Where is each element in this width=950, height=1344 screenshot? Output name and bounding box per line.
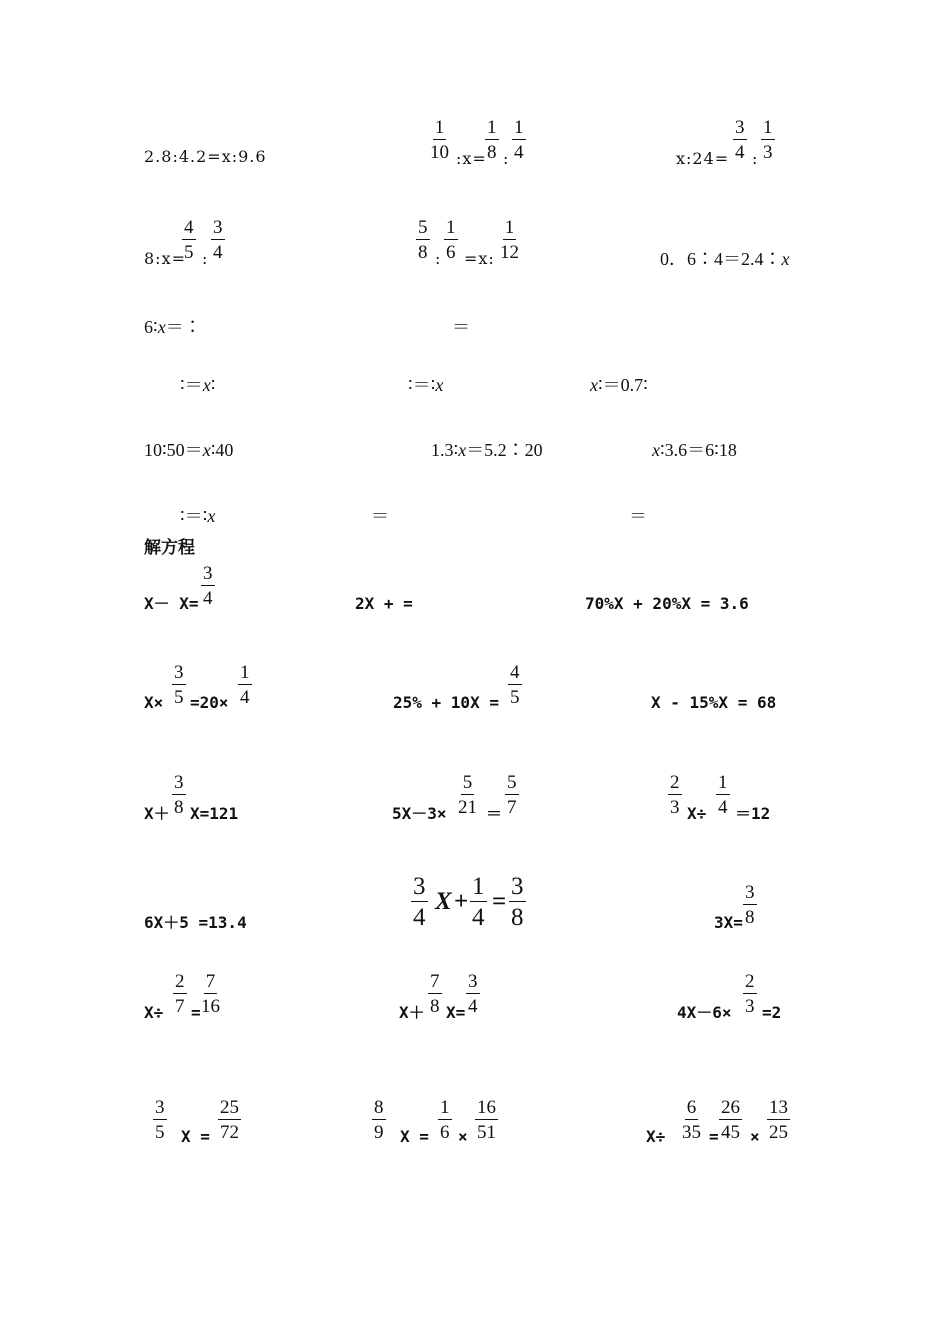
variable: x — [458, 440, 467, 460]
fraction — [238, 663, 252, 707]
denominator: 6 — [440, 1122, 450, 1143]
fraction — [767, 1098, 790, 1142]
denominator: 8 — [487, 142, 497, 163]
fraction — [743, 883, 757, 927]
equation-text: = — [709, 1127, 719, 1146]
numerator: 1 — [487, 117, 497, 138]
proportion-text: 0．6∶4＝2.4∶ — [660, 249, 782, 269]
denominator: 4 — [472, 904, 485, 931]
proportion-text: ＝ — [452, 317, 470, 337]
fraction — [444, 218, 458, 262]
numerator: 1 — [434, 117, 445, 138]
numerator: 3 — [213, 217, 223, 238]
fraction — [733, 118, 747, 162]
numerator: 3 — [745, 882, 755, 903]
proportion-text: ＝∶ — [165, 317, 202, 337]
section-title: 解方程 — [144, 538, 195, 558]
variable: x — [157, 317, 166, 337]
numerator: 1 — [514, 117, 524, 138]
denominator: 4 — [213, 242, 223, 263]
denominator: 8 — [418, 242, 428, 263]
denominator: 5 — [510, 687, 520, 708]
variable: X — [435, 888, 452, 915]
numerator: 3 — [155, 1097, 165, 1118]
proportion-text: ∶＝ — [180, 375, 203, 395]
proportion-text: x:24= — [676, 149, 730, 168]
equation-text: X－ X= — [144, 594, 199, 613]
equation-text: =20× — [190, 693, 229, 712]
denominator: 10 — [430, 142, 449, 163]
denominator: 4 — [718, 797, 728, 818]
fraction — [430, 118, 449, 162]
fraction — [682, 1098, 701, 1142]
fraction — [211, 218, 225, 262]
denominator: 45 — [721, 1122, 740, 1143]
equation-text: × — [458, 1127, 468, 1146]
equation-text: X× — [144, 693, 164, 712]
numerator: 1 — [472, 873, 485, 900]
proportion-10 — [408, 376, 443, 394]
denominator: 51 — [477, 1122, 496, 1143]
denominator: 7 — [507, 797, 517, 818]
numerator: 4 — [510, 662, 520, 683]
variable: x — [652, 440, 660, 460]
fraction — [438, 1098, 452, 1142]
numerator: 6 — [686, 1097, 697, 1118]
equation-text: X÷ — [646, 1127, 666, 1146]
denominator: 8 — [745, 907, 755, 928]
variable: x — [202, 375, 211, 395]
fraction — [716, 773, 730, 817]
numerator: 1 — [440, 1097, 450, 1118]
numerator: 13 — [769, 1097, 788, 1118]
variable: x — [435, 375, 444, 395]
denominator: 5 — [174, 687, 184, 708]
proportion-text: ∶40 — [210, 440, 234, 460]
fraction — [172, 663, 186, 707]
equation-text: = — [191, 1003, 201, 1022]
numerator: 25 — [220, 1097, 239, 1118]
fraction — [485, 118, 499, 162]
numerator: 3 — [468, 971, 478, 992]
denominator: 3 — [670, 797, 680, 818]
denominator: 4 — [468, 996, 478, 1017]
numerator: 8 — [374, 1097, 384, 1118]
numerator: 5 — [418, 217, 428, 238]
denominator: 25 — [769, 1122, 788, 1143]
equation-text: X= — [446, 1003, 466, 1022]
numerator: 1 — [504, 217, 515, 238]
proportion-text: 6∶ — [144, 317, 158, 337]
proportion-text: : — [503, 149, 510, 168]
fraction — [172, 773, 186, 817]
denominator: 8 — [511, 904, 524, 931]
denominator: 5 — [155, 1122, 165, 1143]
denominator: 4 — [514, 142, 524, 163]
equation-text: ＝ — [486, 804, 503, 823]
proportion-7 — [144, 318, 202, 336]
denominator: 6 — [446, 242, 456, 263]
numerator: 2 — [175, 971, 185, 992]
denominator: 72 — [220, 1122, 239, 1143]
fraction — [509, 874, 526, 930]
equation-text: ＝12 — [735, 804, 771, 823]
numerator: 3 — [174, 662, 184, 683]
fraction — [668, 773, 682, 817]
fraction — [201, 564, 215, 608]
equation-text: X = — [181, 1127, 210, 1146]
denominator: 3 — [745, 996, 755, 1017]
numerator: 26 — [721, 1097, 740, 1118]
proportion-text: : — [435, 249, 442, 268]
proportion-text: ＝ — [371, 506, 389, 526]
fraction — [470, 874, 487, 930]
numerator: 3 — [174, 772, 184, 793]
variable: x — [202, 440, 211, 460]
equation-10: 6X＋5 =13.4 — [144, 913, 247, 932]
fraction — [153, 1098, 167, 1142]
proportion-15 — [180, 507, 215, 525]
proportion-text: ∶＝∶ — [408, 375, 436, 395]
equation-text: × — [750, 1127, 760, 1146]
fraction — [372, 1098, 386, 1142]
proportion-text: ∶＝∶ — [180, 506, 208, 526]
fraction — [411, 874, 428, 930]
equation-text: 3X= — [714, 913, 743, 932]
numerator: 7 — [205, 971, 216, 992]
fraction — [466, 972, 480, 1016]
fraction — [508, 663, 522, 707]
numerator: 5 — [507, 772, 517, 793]
denominator: 8 — [430, 996, 440, 1017]
equation-text: X÷ — [144, 1003, 164, 1022]
proportion-text: 10∶50＝ — [144, 440, 203, 460]
numerator: 1 — [718, 772, 728, 793]
denominator: 9 — [374, 1122, 384, 1143]
proportion-text: =x: — [464, 249, 495, 268]
proportion-11 — [590, 376, 648, 394]
equation-3: 70%X + 20%X = 3.6 — [585, 594, 749, 613]
denominator: 7 — [175, 996, 185, 1017]
equation-text: 5X－3× — [392, 804, 447, 823]
fraction — [218, 1098, 241, 1142]
equation-text: X＋ — [399, 1003, 425, 1022]
numerator: 1 — [763, 117, 773, 138]
numerator: 2 — [670, 772, 680, 793]
proportion-12 — [144, 441, 233, 459]
equation-text: X÷ — [687, 804, 707, 823]
equation-text: 25% + 10X = — [393, 693, 499, 712]
equation-text: X＋ — [144, 804, 170, 823]
numerator: 1 — [240, 662, 250, 683]
equals-sign: = — [492, 888, 507, 915]
denominator: 4 — [203, 588, 213, 609]
variable: x — [781, 249, 790, 269]
denominator: 35 — [682, 1122, 701, 1143]
proportion-text: ＝5.2∶20 — [466, 440, 543, 460]
proportion-6 — [660, 250, 790, 268]
fraction — [416, 218, 430, 262]
numerator: 2 — [745, 971, 755, 992]
equation-2: 2X + = — [355, 594, 413, 613]
proportion-text: 8:x= — [144, 249, 186, 268]
denominator: 4 — [240, 687, 250, 708]
proportion-16 — [371, 507, 389, 525]
fraction — [458, 773, 477, 817]
proportion-text: :x= — [456, 149, 487, 168]
denominator: 4 — [413, 904, 426, 931]
proportion-text: ∶＝0.7∶ — [598, 375, 648, 395]
fraction — [512, 118, 526, 162]
fraction — [201, 972, 220, 1016]
proportion-text: ∶ — [210, 375, 216, 395]
proportion-9 — [180, 376, 215, 394]
denominator: 16 — [201, 996, 220, 1017]
proportion-text: ＝ — [629, 506, 647, 526]
fraction — [761, 118, 775, 162]
fraction — [173, 972, 187, 1016]
fraction — [743, 972, 757, 1016]
fraction — [182, 218, 196, 262]
proportion-14 — [652, 441, 737, 459]
proportion-text: : — [202, 249, 209, 268]
equation-text: X = — [400, 1127, 429, 1146]
proportion-8 — [452, 318, 470, 336]
plus-sign: + — [454, 888, 469, 915]
denominator: 21 — [458, 797, 477, 818]
equation-text: X=121 — [190, 804, 239, 823]
variable: x — [590, 375, 598, 395]
denominator: 12 — [500, 242, 519, 263]
equation-text: 4X－6× — [677, 1003, 732, 1022]
equation-6: X - 15%X = 68 — [651, 693, 777, 712]
proportion-text: 2.8:4.2=x:9.6 — [144, 147, 267, 166]
numerator: 3 — [735, 117, 745, 138]
proportion-text: ∶3.6＝6∶18 — [660, 440, 737, 460]
denominator: 5 — [184, 242, 194, 263]
fraction — [505, 773, 519, 817]
numerator: 3 — [511, 873, 524, 900]
proportion-13 — [431, 441, 543, 459]
denominator: 4 — [735, 142, 745, 163]
fraction — [475, 1098, 498, 1142]
numerator: 4 — [184, 217, 194, 238]
numerator: 1 — [446, 217, 456, 238]
fraction — [500, 218, 519, 262]
proportion-text: : — [752, 149, 759, 168]
numerator: 7 — [430, 971, 440, 992]
denominator: 8 — [174, 797, 184, 818]
variable: x — [207, 506, 216, 526]
denominator: 3 — [763, 142, 773, 163]
numerator: 3 — [413, 873, 426, 900]
numerator: 3 — [203, 563, 213, 584]
numerator: 5 — [462, 772, 473, 793]
numerator: 16 — [477, 1097, 496, 1118]
proportion-text: 1.3∶ — [431, 440, 459, 460]
fraction — [428, 972, 442, 1016]
fraction — [719, 1098, 742, 1142]
proportion-17 — [629, 507, 647, 525]
equation-text: =2 — [762, 1003, 782, 1022]
